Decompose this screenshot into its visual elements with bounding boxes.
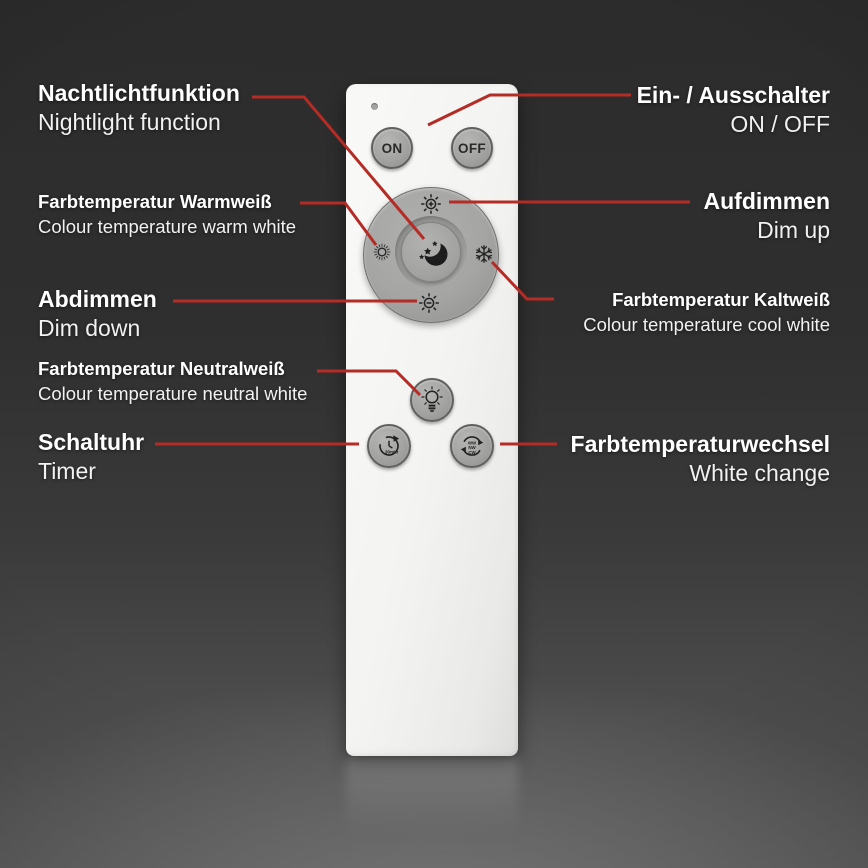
annotation-dim-down-en: Dim down <box>38 315 141 341</box>
remote-body <box>346 84 518 756</box>
annotation-neutral-white-de: Farbtemperatur Neutralweiß <box>38 358 285 379</box>
annotation-on-off-en: ON / OFF <box>730 111 830 137</box>
off-button-label: OFF <box>458 140 486 156</box>
white-change-text-cw: CW <box>468 449 476 455</box>
off-button[interactable] <box>451 127 493 169</box>
annotation-on-off-de: Ein- / Ausschalter <box>636 82 830 108</box>
timer-button-text: 30min <box>384 449 399 455</box>
cool-white-button[interactable] <box>471 241 497 267</box>
nightlight-button[interactable] <box>401 222 461 282</box>
annotation-timer-de: Schaltuhr <box>38 429 145 455</box>
sun-rays-icon <box>369 239 395 265</box>
dim-up-button[interactable] <box>418 191 444 217</box>
annotation-dim-up <box>704 188 831 243</box>
annotation-dim-up-de: Aufdimmen <box>703 188 830 214</box>
annotation-timer-en: Timer <box>38 458 96 484</box>
dim-down-button[interactable] <box>416 290 442 316</box>
bulb-rays-icon <box>417 385 447 415</box>
warm-white-button[interactable] <box>369 239 395 265</box>
timer-button[interactable] <box>367 424 411 468</box>
annotation-neutral-white <box>38 358 307 405</box>
annotation-dim-up-en: Dim up <box>757 217 830 243</box>
annotation-white-change <box>571 431 830 486</box>
sun-minus-icon <box>416 290 442 316</box>
annotation-cool-white <box>583 289 830 336</box>
white-change-button[interactable] <box>450 424 494 468</box>
annotation-nightlight-en: Nightlight function <box>38 109 221 135</box>
annotation-warm-white <box>38 191 296 238</box>
white-change-text-ww: WW <box>467 440 477 446</box>
annotation-warm-white-en: Colour temperature warm white <box>38 216 297 237</box>
on-button[interactable] <box>371 127 413 169</box>
annotation-white-change-de: Farbtemperaturwechsel <box>570 431 830 457</box>
annotation-timer <box>38 429 144 484</box>
led-indicator <box>371 103 378 110</box>
remote-reflection <box>346 757 518 852</box>
annotation-dim-down-de: Abdimmen <box>38 286 157 312</box>
annotation-nightlight <box>38 80 240 135</box>
white-change-text-nw: NW <box>468 445 476 451</box>
annotation-nightlight-de: Nachtlichtfunktion <box>38 80 240 106</box>
cycle-arrows-icon <box>456 430 488 462</box>
annotation-neutral-white-en: Colour temperature neutral white <box>38 383 308 404</box>
neutral-white-button[interactable] <box>410 378 454 422</box>
snowflake-icon <box>471 241 497 267</box>
annotation-warm-white-de: Farbtemperatur Warmweiß <box>38 191 272 212</box>
clock-arrow-icon <box>373 430 405 462</box>
annotation-cool-white-en: Colour temperature cool white <box>583 314 830 335</box>
on-button-label: ON <box>381 140 403 156</box>
moon-stars-icon <box>409 230 453 274</box>
annotation-white-change-en: White change <box>689 460 830 486</box>
annotation-on-off <box>637 82 830 137</box>
annotation-cool-white-de: Farbtemperatur Kaltweiß <box>612 289 830 310</box>
dial <box>363 187 499 323</box>
annotation-dim-down <box>38 286 157 341</box>
sun-plus-icon <box>418 191 444 217</box>
